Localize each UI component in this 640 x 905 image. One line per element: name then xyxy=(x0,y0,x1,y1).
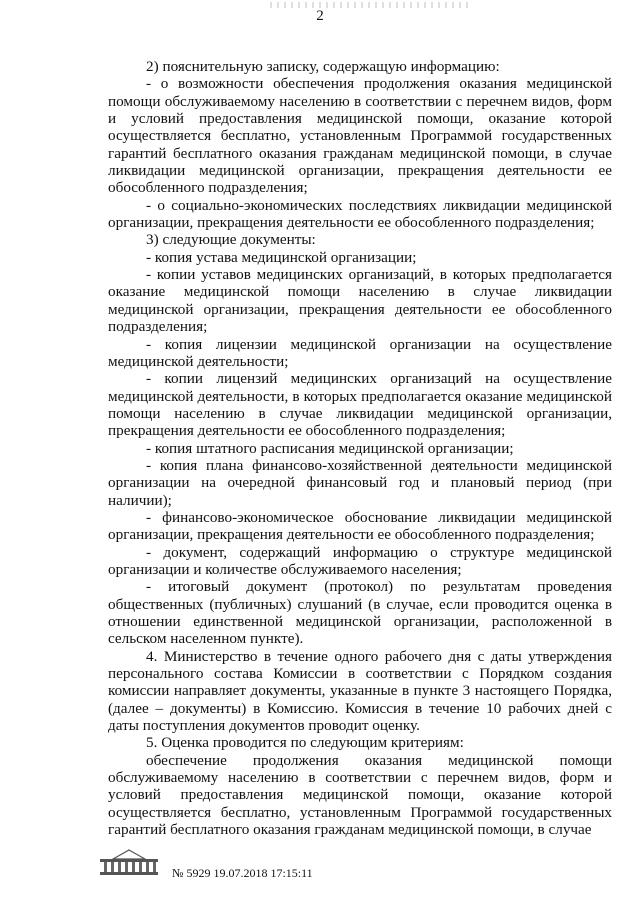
paragraph: - о социально-экономических последствиях ликвидации медицинской организации, прекращения деятельности ее обособленного подразделения; xyxy=(108,196,612,232)
paragraph: - копии лицензий медицинских организаций на осуществление медицинской деятельности, в которых предполагается оказание медицинской помощи населению в случае ликвидации медицинской организации, прекращения деятельности ее обособленного подразделения; xyxy=(108,370,612,440)
document-body xyxy=(108,58,612,838)
government-building-icon xyxy=(98,848,160,878)
document-footer xyxy=(98,848,618,888)
paragraph: - копия плана финансово-хозяйственной деятельности медицинской организации на очередной финансовый год и плановый период (при наличии); xyxy=(108,456,612,509)
paragraph: - копия устава медицинской организации; xyxy=(146,248,417,266)
paragraph: - копия штатного расписания медицинской организации; xyxy=(146,439,514,457)
paragraph: - копии уставов медицинских организаций, в которых предполагается оказание медицинской помощи населению в случае ликвидации медицинской организации, прекращения деятельности ее обособленного подразделения; xyxy=(108,266,612,336)
paragraph: - итоговый документ (протокол) по результатам проведения общественных (публичных) слушаний (в случае, если проводится оценка в отношении единственной медицинской организации, расположенной в сельском населенном пункте). xyxy=(108,578,612,648)
page-number: 2 xyxy=(316,8,324,24)
paragraph: 2) пояснительную записку, содержащую информацию: xyxy=(146,58,500,75)
paragraph: 4. Министерство в течение одного рабочего дня с даты утверждения персонального состава Комиссии в соответствии с Порядком создания комиссии направляет документы, указанные в пункте 3 настоящего Порядка, (далее – документы) в Комиссию. Комиссия в течение 10 рабочих дней с даты поступления документов проводит оценку. xyxy=(108,647,612,735)
paragraph: - финансово-экономическое обоснование ликвидации медицинской организации, прекращения деятельности ее обособленного подразделения; xyxy=(108,508,612,544)
paragraph: 5. Оценка проводится по следующим критериям: xyxy=(146,734,464,752)
paragraph: - документ, содержащий информацию о структуре медицинской организации и количестве обслуживаемого населения; xyxy=(108,543,612,578)
paragraph: 3) следующие документы: xyxy=(146,231,316,249)
paragraph: - о возможности обеспечения продолжения оказания медицинской помощи обслуживаемому населению в соответствии с перечнем видов, форм и условий предоставления медицинской помощи, оказание которой осуществляется бесплатно, установленным Программой государственных гарантий бесплатного оказания гражданам медицинской помощи, в случае ликвидации медицинской организации, прекращения деятельности ее обособленного подразделения; xyxy=(108,75,612,197)
registration-stamp: № 5929 19.07.2018 17:15:11 xyxy=(172,866,313,880)
paragraph: - копия лицензии медицинской организации на осуществление медицинской деятельности; xyxy=(108,335,612,370)
paragraph: обеспечение продолжения оказания медицинской помощи обслуживаемому населению в соответствии с перечнем видов, форм и условий предоставления медицинской помощи, оказание которой осуществляется бесплатно, установленным Программой государственных гарантий бесплатного оказания гражданам медицинской помощи, в случае xyxy=(108,751,612,839)
